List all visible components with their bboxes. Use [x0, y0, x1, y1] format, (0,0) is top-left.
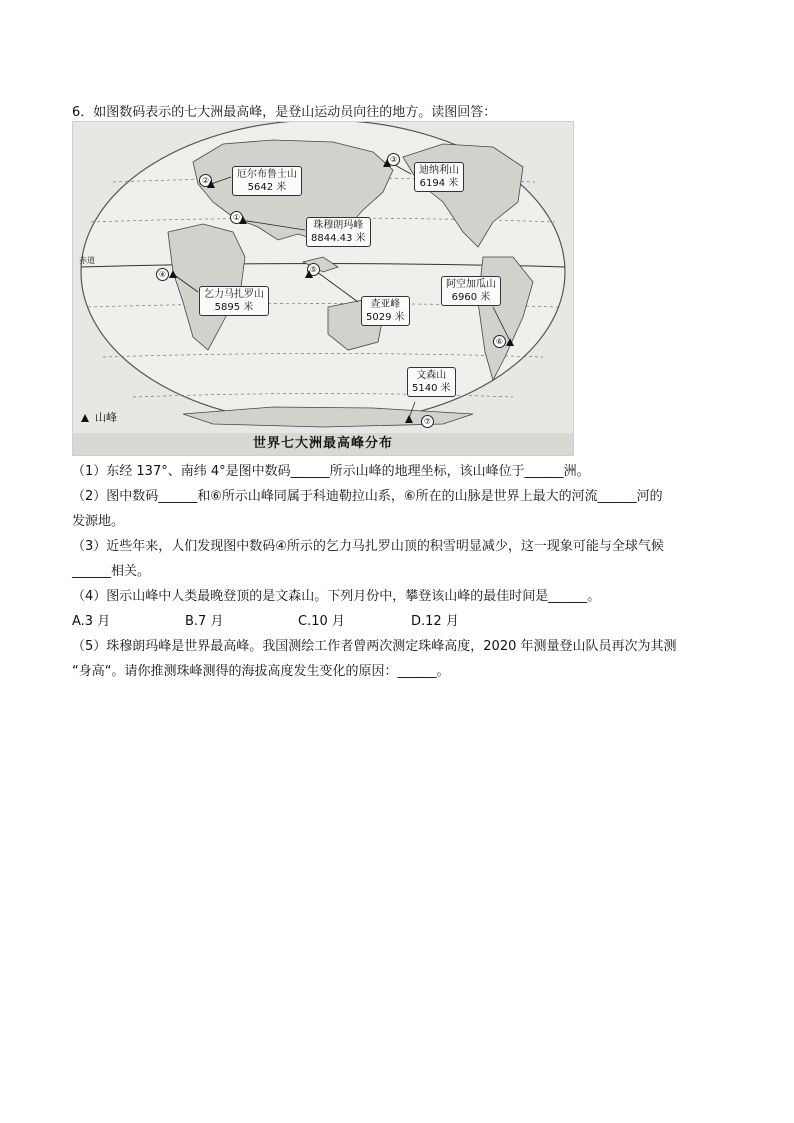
- mountain-peak-icon: [305, 270, 313, 278]
- peak-height: 5642 米: [247, 182, 287, 193]
- mountain-peak-icon: [169, 270, 177, 278]
- mountain-peak-icon: [506, 338, 514, 346]
- peak-name: 查亚峰: [370, 299, 401, 310]
- peak-number-1: ①: [230, 211, 243, 224]
- peak-label-2: [232, 166, 302, 196]
- question-title: 6．如图数码表示的七大洲最高峰，是登山运动员向往的地方。读图回答：: [72, 105, 497, 120]
- peak-number-4: ④: [156, 268, 169, 281]
- option-d: D.12 月: [411, 614, 459, 629]
- subquestion-4: （4）图示山峰中人类最晚登顶的是文森山。下列月份中，攀登该山峰的最佳时间是______。: [72, 589, 601, 604]
- mountain-peak-icon: [405, 415, 413, 423]
- peak-label-7: [407, 367, 456, 397]
- peak-label-4: [199, 286, 269, 316]
- option-a: A.3 月: [72, 614, 111, 629]
- equator-label: 赤道: [79, 256, 95, 265]
- peak-label-3: [414, 162, 464, 192]
- peak-name: 乞力马扎罗山: [204, 289, 264, 300]
- world-map-figure: [72, 121, 574, 456]
- peak-number-6: ⑥: [493, 335, 506, 348]
- map-legend: [81, 409, 117, 425]
- subquestions: [72, 459, 732, 684]
- subquestion-2-line-2: 发源地。: [72, 514, 125, 529]
- peak-number-3: ③: [387, 153, 400, 166]
- peak-name: 珠穆朗玛峰: [313, 220, 364, 231]
- peak-height: 5140 米: [412, 383, 451, 394]
- subquestion-1: （1）东经 137°、南纬 4°是图中数码______所示山峰的地理坐标，该山峰位于______洲。: [72, 464, 590, 479]
- subquestion-5-line-1: （5）珠穆朗玛峰是世界最高峰。我国测绘工作者曾两次测定珠峰高度，2020 年测量登山队员再次为其测: [72, 639, 677, 654]
- peak-name: 阿空加瓜山: [446, 279, 496, 290]
- option-b: B.7 月: [185, 614, 224, 629]
- peak-height: 5029 米: [366, 312, 405, 323]
- peak-height: 8844.43 米: [311, 233, 366, 244]
- peak-label-1: [306, 217, 371, 247]
- peak-name: 厄尔布鲁士山: [237, 169, 297, 180]
- mountain-peak-icon: [239, 216, 247, 224]
- peak-number-5: ⑤: [307, 263, 320, 276]
- mountain-peak-icon: [207, 180, 215, 188]
- map-caption: 世界七大洲最高峰分布: [73, 433, 573, 455]
- peak-label-6: [441, 276, 501, 306]
- peak-height: 5895 米: [214, 302, 254, 313]
- option-c: C.10 月: [298, 614, 345, 629]
- mountain-peak-icon: [383, 159, 391, 167]
- mountain-peak-icon: [81, 414, 89, 422]
- peak-number-2: ②: [199, 174, 212, 187]
- subquestion-5-line-2: “身高“。请你推测珠峰测得的海拔高度发生变化的原因：______。: [72, 664, 450, 679]
- subquestion-2-line-1: （2）图中数码______和⑥所示山峰同属于科迪勒拉山系，⑥所在的山脉是世界上最大的河流______河的: [72, 489, 663, 504]
- peak-height: 6194 米: [419, 178, 459, 189]
- legend-label: 山峰: [95, 411, 117, 424]
- peak-height: 6960 米: [451, 292, 491, 303]
- subquestion-3-line-1: （3）近些年来，人们发现图中数码④所示的乞力马扎罗山顶的积雪明显减少，这一现象可能与全球气候: [72, 539, 664, 554]
- peak-number-7: ⑦: [421, 415, 434, 428]
- peak-name: 迪纳利山: [419, 165, 459, 176]
- subquestion-3-line-2: ______相关。: [72, 564, 151, 579]
- peak-label-5: [361, 296, 410, 326]
- peak-name: 文森山: [416, 370, 447, 381]
- subquestion-4-options: [72, 609, 732, 634]
